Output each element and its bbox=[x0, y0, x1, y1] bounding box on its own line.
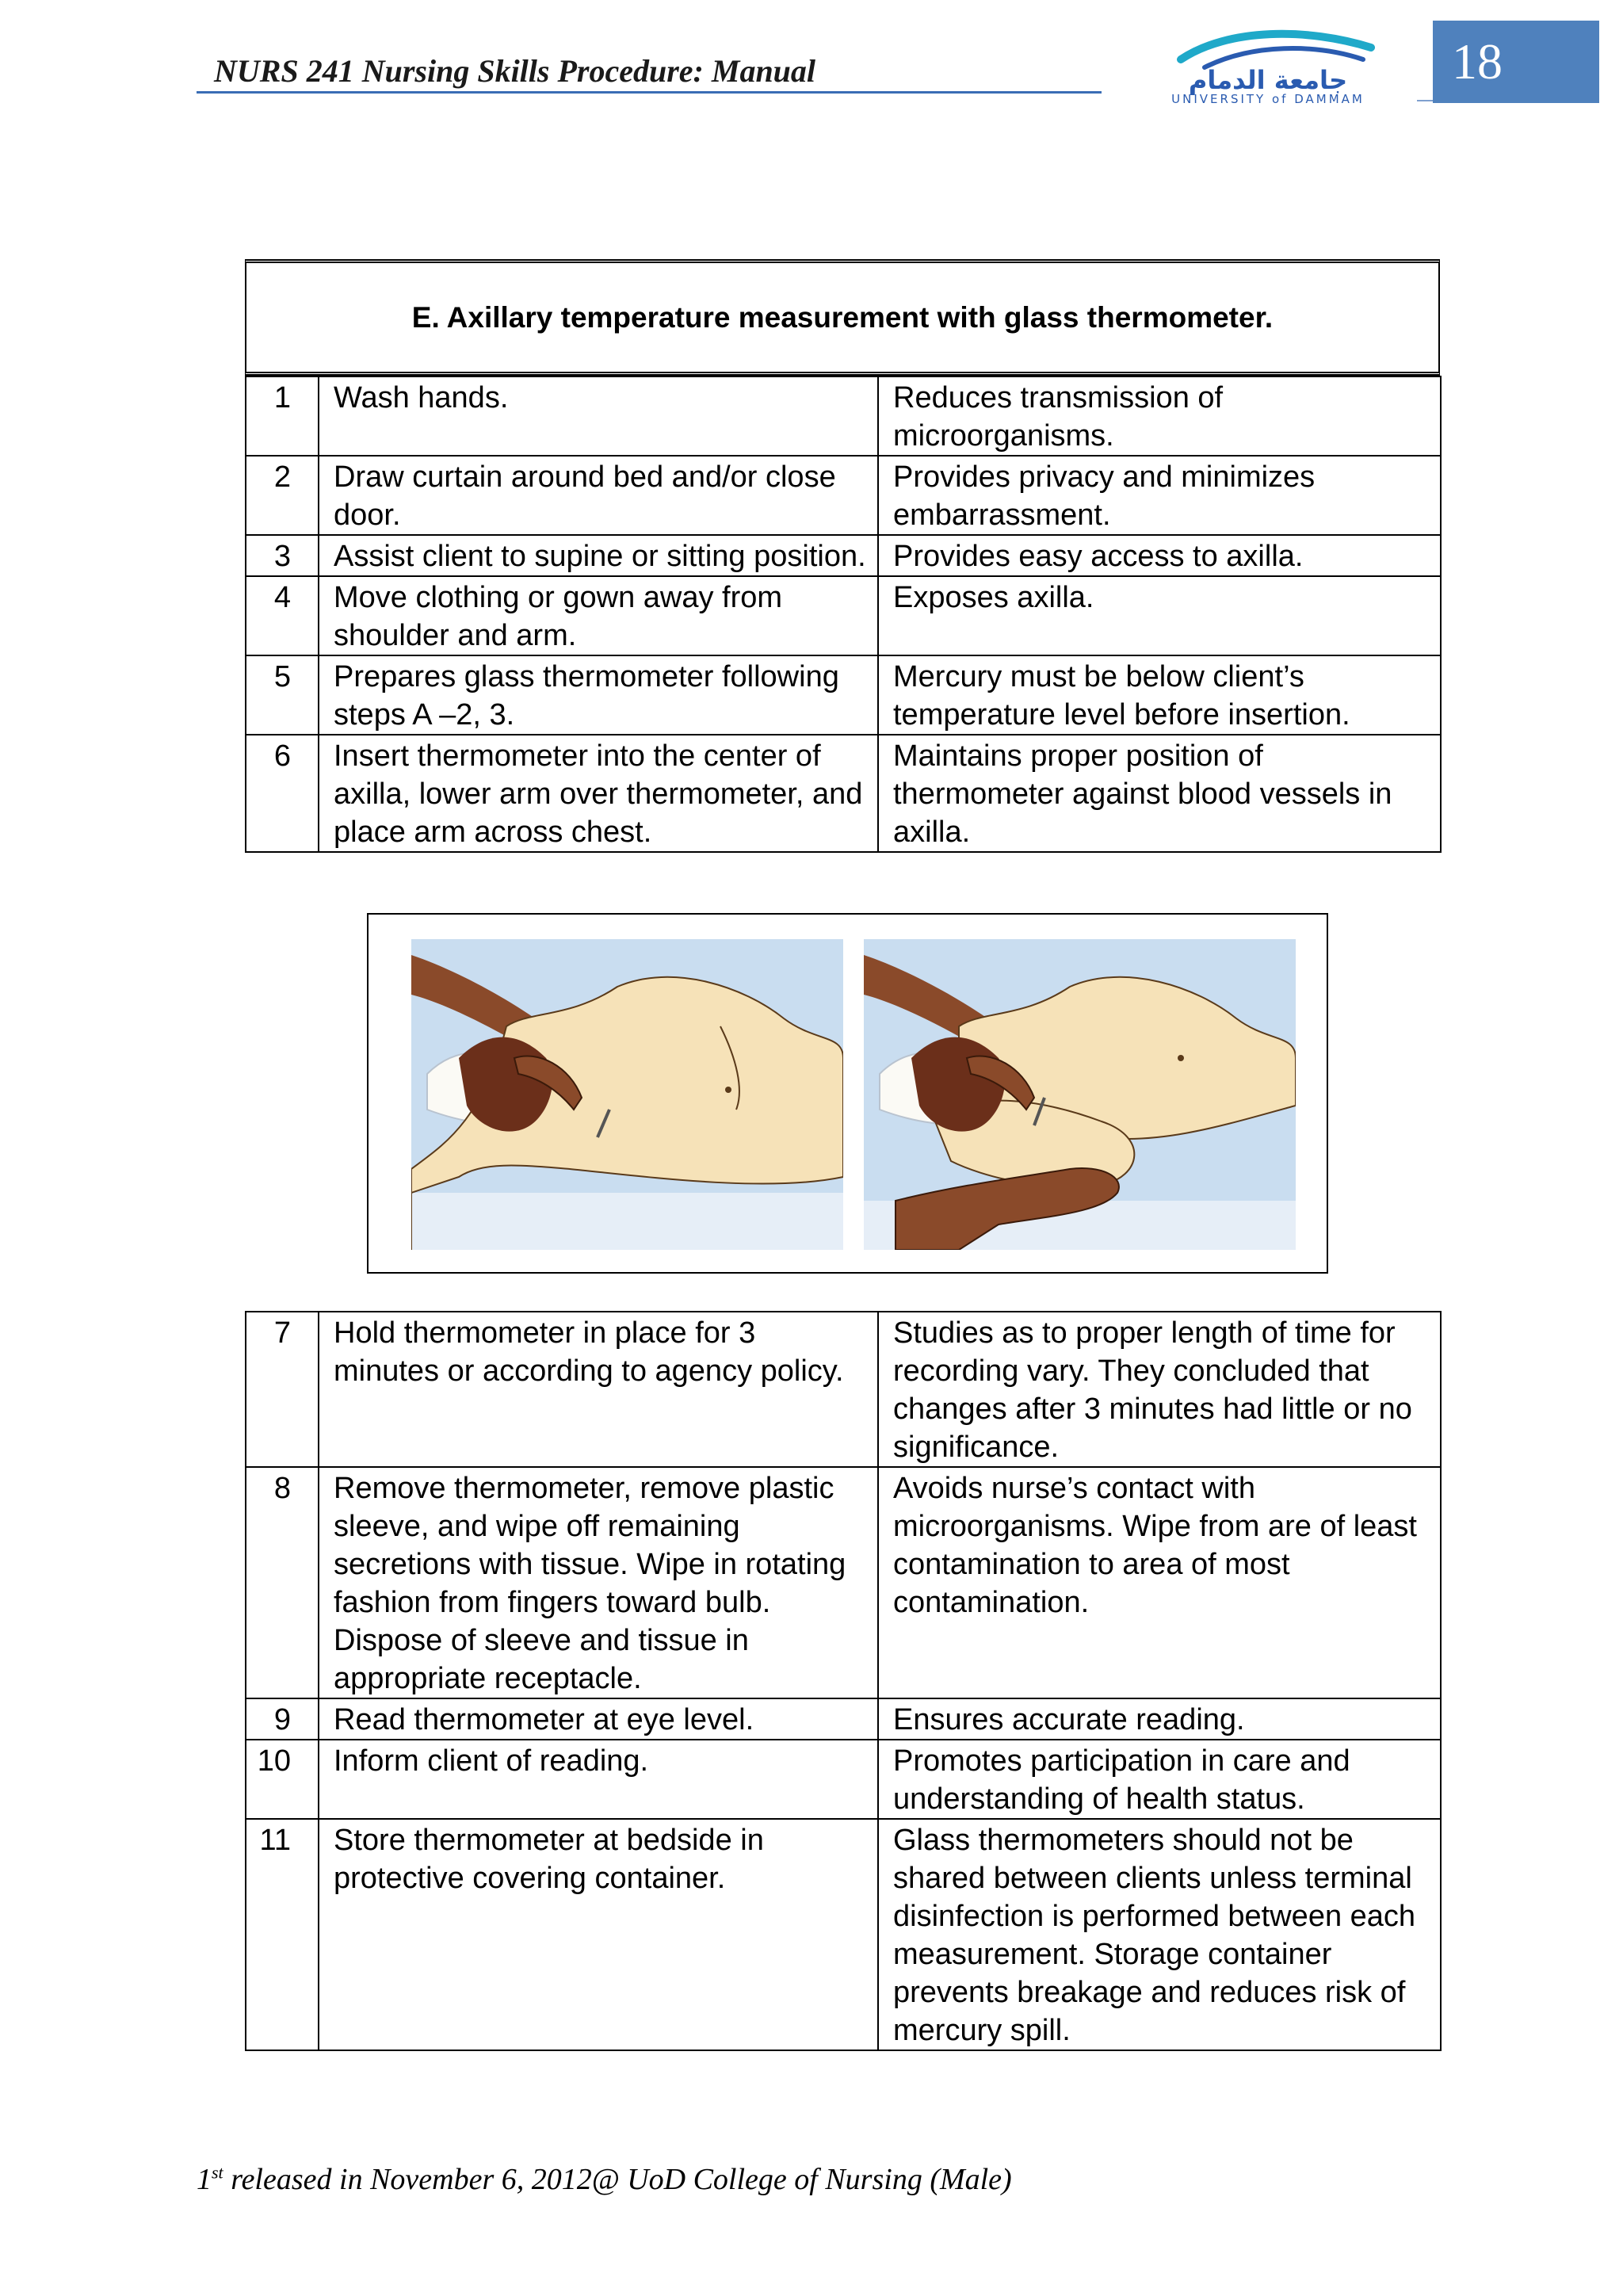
step-rationale: Provides privacy and minimizes embarrassment. bbox=[878, 456, 1441, 535]
illustration-figure bbox=[367, 913, 1328, 1274]
table-row bbox=[246, 1698, 1441, 1740]
procedure-table-part1 bbox=[245, 376, 1442, 853]
step-action: Wash hands. bbox=[319, 376, 878, 456]
step-action: Prepares glass thermometer following steps A –2, 3. bbox=[319, 655, 878, 735]
step-number: 4 bbox=[246, 576, 319, 655]
step-action: Draw curtain around bed and/or close door. bbox=[319, 456, 878, 535]
table-row bbox=[246, 376, 1441, 456]
step-rationale: Glass thermometers should not be shared between clients unless terminal disinfection is performed between each measurement. Storage container prevents breakage and reduces risk of mercury spill. bbox=[878, 1819, 1441, 2050]
step-number: 1 bbox=[246, 376, 319, 456]
table-row bbox=[246, 1819, 1441, 2050]
table-row bbox=[246, 576, 1441, 655]
table-row bbox=[246, 1467, 1441, 1698]
step-number: 3 bbox=[246, 535, 319, 576]
page-number: 18 bbox=[1433, 21, 1599, 103]
step-action: Store thermometer at bedside in protective covering container. bbox=[319, 1819, 878, 2050]
step-action: Inform client of reading. bbox=[319, 1740, 878, 1819]
step-rationale: Provides easy access to axilla. bbox=[878, 535, 1441, 576]
step-action: Read thermometer at eye level. bbox=[319, 1698, 878, 1740]
step-action: Move clothing or gown away from shoulder and arm. bbox=[319, 576, 878, 655]
step-rationale: Ensures accurate reading. bbox=[878, 1698, 1441, 1740]
table-row bbox=[246, 1740, 1441, 1819]
step-number: 10 bbox=[246, 1740, 319, 1819]
step-rationale: Studies as to proper length of time for recording vary. They concluded that changes after 3 minutes had little or no significance. bbox=[878, 1312, 1441, 1467]
logo-arabic-text: جامعة الدمام bbox=[1188, 65, 1348, 95]
procedure-table-part2 bbox=[245, 1311, 1442, 2051]
university-logo bbox=[1133, 24, 1403, 111]
step-rationale: Mercury must be below client’s temperature level before insertion. bbox=[878, 655, 1441, 735]
step-number: 5 bbox=[246, 655, 319, 735]
document-header-title: NURS 241 Nursing Skills Procedure: Manual bbox=[214, 53, 816, 89]
table-row bbox=[246, 735, 1441, 852]
footer-superscript: st bbox=[212, 2162, 223, 2183]
step-number: 11 bbox=[246, 1819, 319, 2050]
step-rationale: Maintains proper position of thermometer against blood vessels in axilla. bbox=[878, 735, 1441, 852]
table-row bbox=[246, 1312, 1441, 1467]
step-rationale: Avoids nurse’s contact with microorganisms. Wipe from are of least contamination to area of most contamination. bbox=[878, 1467, 1441, 1698]
logo-latin-text: UNIVERSITY of DAMMAM bbox=[1171, 92, 1365, 106]
step-number: 2 bbox=[246, 456, 319, 535]
step-action: Remove thermometer, remove plastic sleeve, and wipe off remaining secretions with tissue. Wipe in rotating fashion from fingers toward bulb. Dispose of sleeve and tissue in appropriate receptacle. bbox=[319, 1467, 878, 1698]
header-rule bbox=[197, 91, 1102, 94]
footer-text: released in November 6, 2012@ UoD College of Nursing (Male) bbox=[223, 2163, 1012, 2196]
step-action: Hold thermometer in place for 3 minutes or according to agency policy. bbox=[319, 1312, 878, 1467]
step-number: 9 bbox=[246, 1698, 319, 1740]
step-number: 6 bbox=[246, 735, 319, 852]
step-action: Insert thermometer into the center of axilla, lower arm over thermometer, and place arm across chest. bbox=[319, 735, 878, 852]
table-row bbox=[246, 456, 1441, 535]
step-rationale: Reduces transmission of microorganisms. bbox=[878, 376, 1441, 456]
wave-logo-icon bbox=[1133, 24, 1403, 71]
illustration-hold-arm bbox=[864, 939, 1296, 1250]
step-rationale: Exposes axilla. bbox=[878, 576, 1441, 655]
illustration-insert-thermometer bbox=[411, 939, 843, 1250]
table-row bbox=[246, 655, 1441, 735]
footer-release-note bbox=[197, 2162, 1012, 2197]
step-number: 7 bbox=[246, 1312, 319, 1467]
footer-prefix: 1 bbox=[197, 2163, 212, 2196]
section-title: E. Axillary temperature measurement with glass thermometer. bbox=[411, 300, 1274, 334]
section-title-box bbox=[245, 259, 1440, 376]
step-action: Assist client to supine or sitting position. bbox=[319, 535, 878, 576]
step-rationale: Promotes participation in care and understanding of health status. bbox=[878, 1740, 1441, 1819]
step-number: 8 bbox=[246, 1467, 319, 1698]
table-row bbox=[246, 535, 1441, 576]
